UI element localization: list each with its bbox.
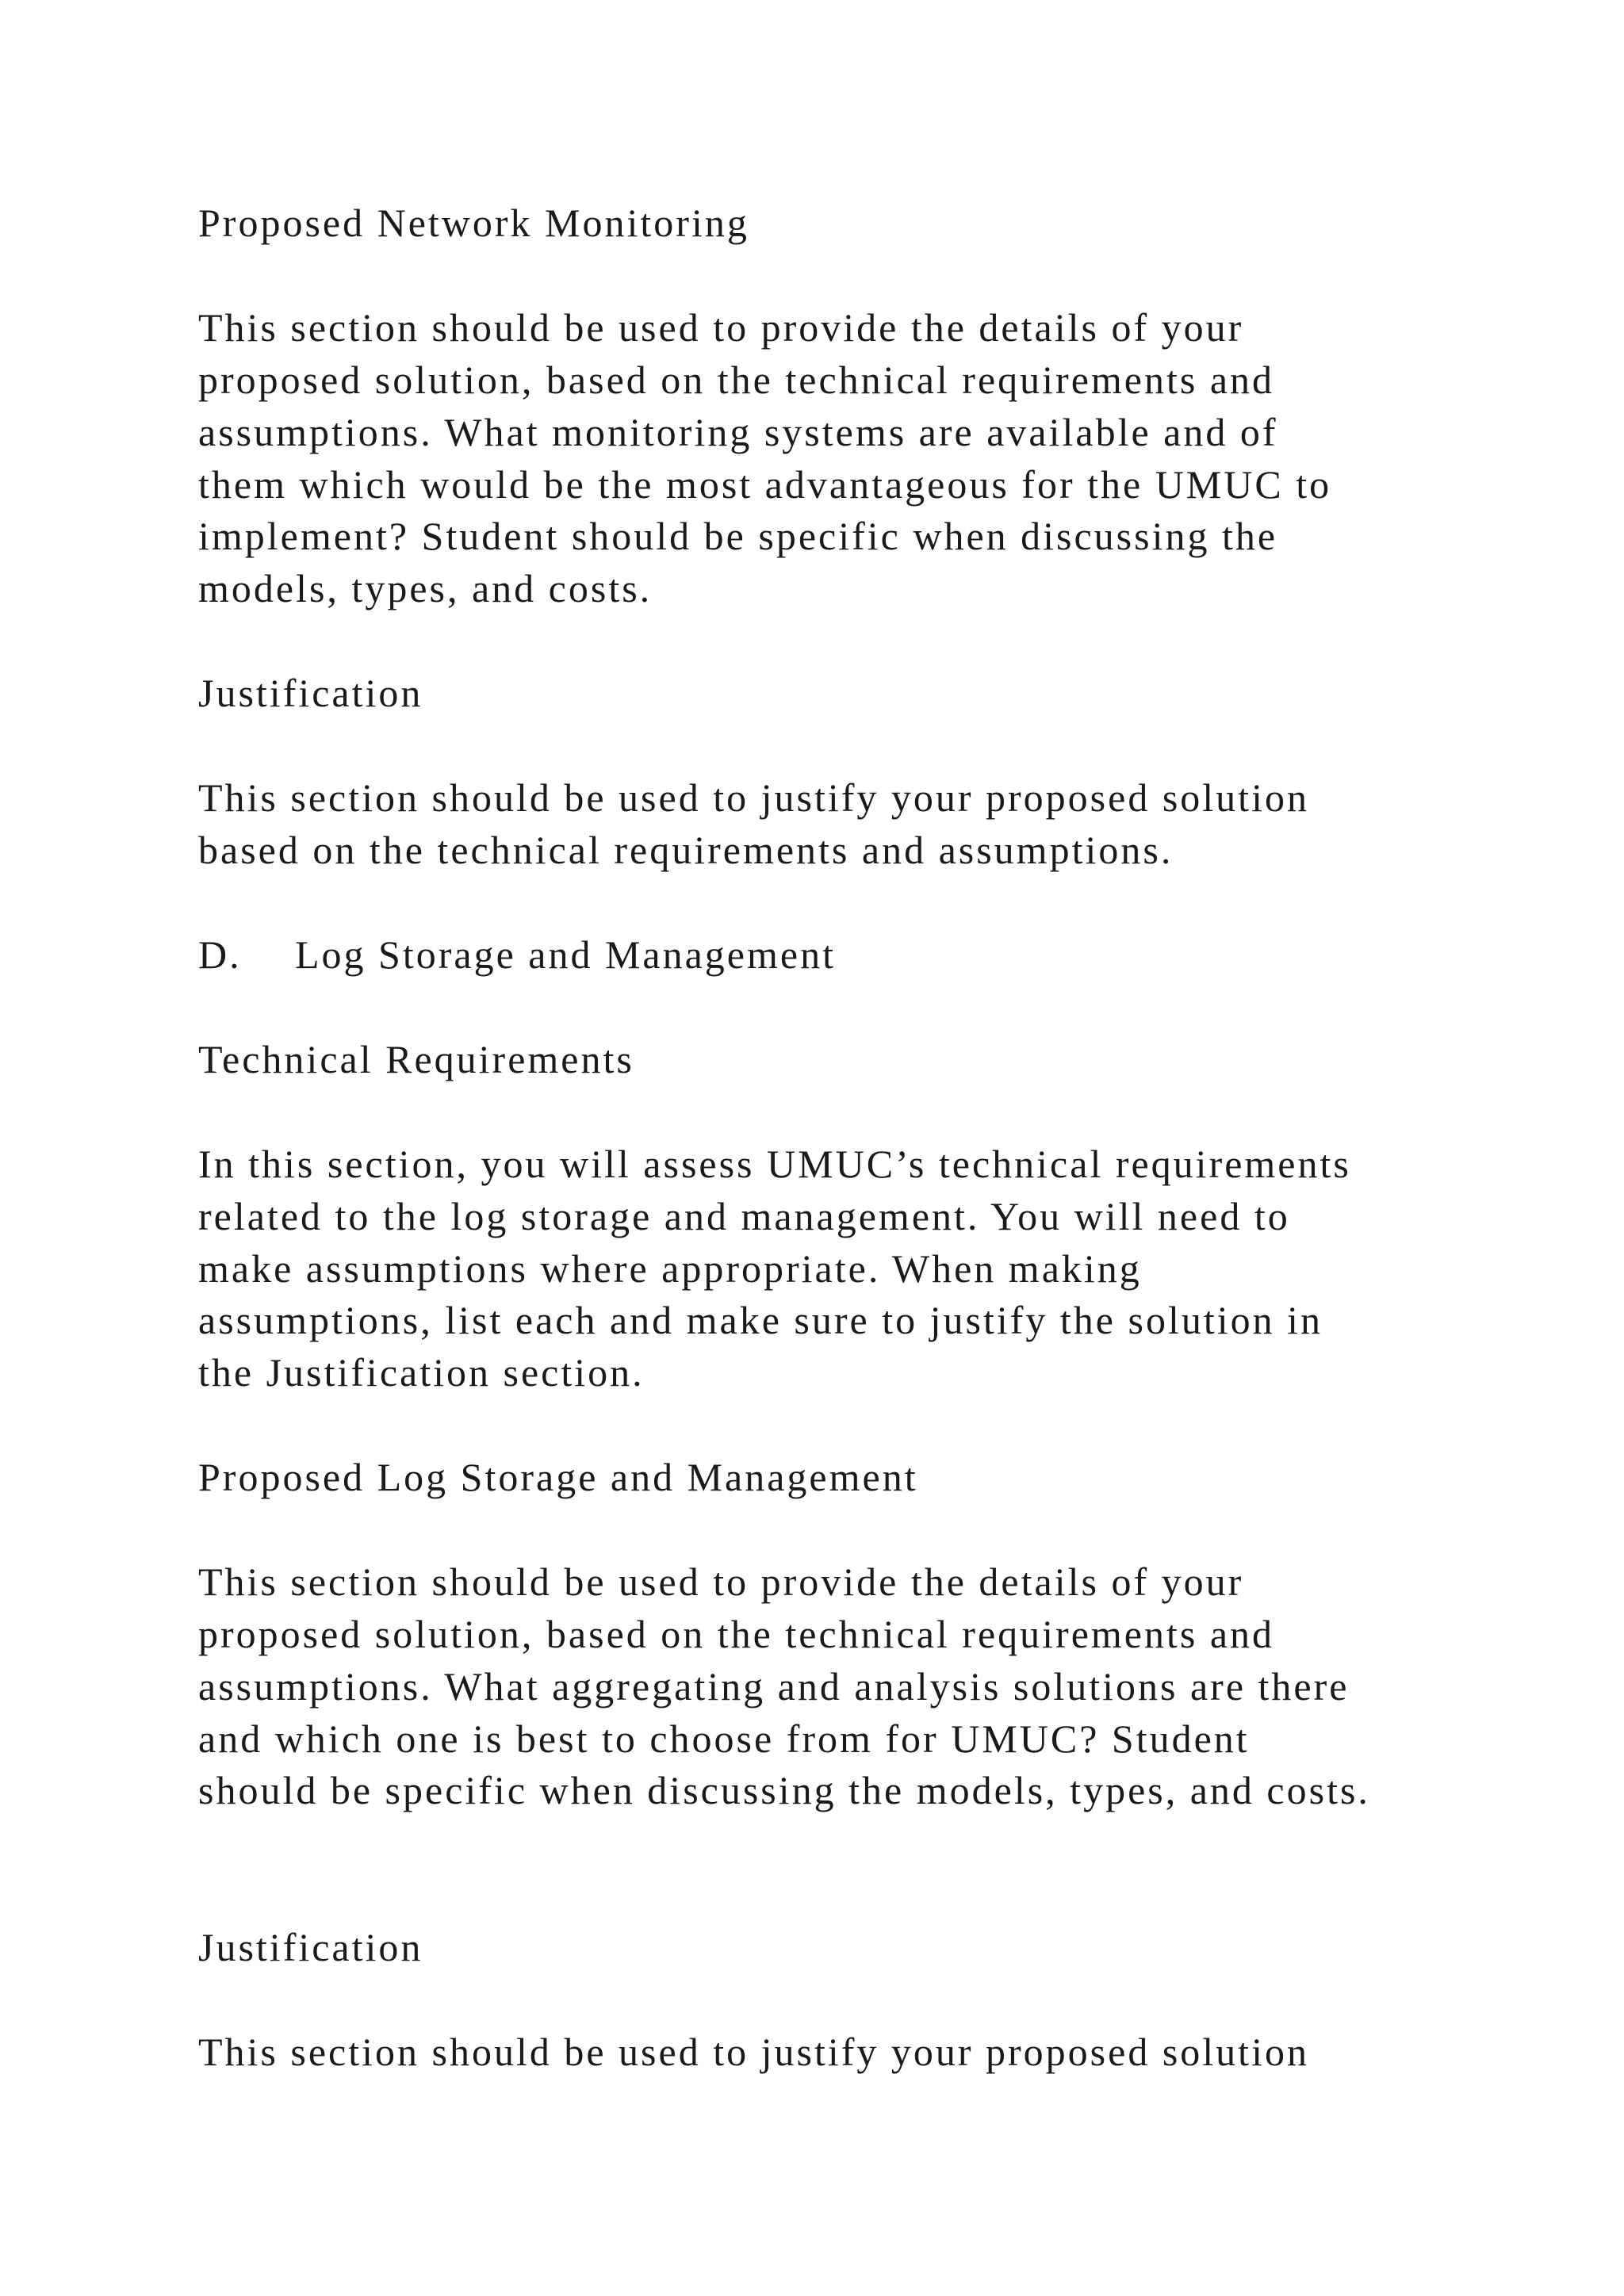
paragraph-line: This section should be used to justify your proposed solution <box>198 775 1309 820</box>
paragraph-line: models, types, and costs. <box>198 566 653 610</box>
section-heading-technical-requirements: Technical Requirements <box>198 1037 634 1081</box>
section-heading-log-storage <box>198 928 836 981</box>
paragraph-line: This section should be used to justify your proposed solution <box>198 2030 1309 2074</box>
paragraph-line: them which would be the most advantageous for the UMUC to <box>198 462 1332 507</box>
paragraph-line: assumptions. What monitoring systems are available and of <box>198 410 1278 454</box>
paragraph-line: implement? Student should be specific when discussing the <box>198 514 1278 558</box>
paragraph-line: based on the technical requirements and assumptions. <box>198 828 1174 872</box>
paragraph-line: and which one is best to choose from for UMUC? Student <box>198 1716 1250 1761</box>
paragraph-line: should be specific when discussing the models, types, and costs. <box>198 1768 1370 1812</box>
list-heading-text: Log Storage and Management <box>295 932 836 977</box>
paragraph-line: make assumptions where appropriate. When making <box>198 1246 1142 1291</box>
section-heading-justification-2: Justification <box>198 1925 423 1969</box>
list-marker: D. <box>198 932 242 977</box>
paragraph-line: assumptions, list each and make sure to justify the solution in <box>198 1298 1323 1342</box>
section-heading-proposed-network-monitoring: Proposed Network Monitoring <box>198 201 749 245</box>
paragraph-line: This section should be used to provide the details of your <box>198 305 1244 350</box>
paragraph-line: proposed solution, based on the technical requirements and <box>198 1612 1275 1656</box>
paragraph-line: This section should be used to provide the details of your <box>198 1559 1244 1604</box>
section-heading-proposed-log-storage: Proposed Log Storage and Management <box>198 1455 918 1499</box>
paragraph-line: related to the log storage and management. You will need to <box>198 1194 1290 1238</box>
section-heading-justification: Justification <box>198 671 423 715</box>
paragraph-line: the Justification section. <box>198 1350 645 1395</box>
paragraph-line: assumptions. What aggregating and analysis solutions are there <box>198 1664 1350 1709</box>
paragraph-line: proposed solution, based on the technical requirements and <box>198 358 1275 402</box>
paragraph-line: In this section, you will assess UMUC’s technical requirements <box>198 1142 1351 1186</box>
